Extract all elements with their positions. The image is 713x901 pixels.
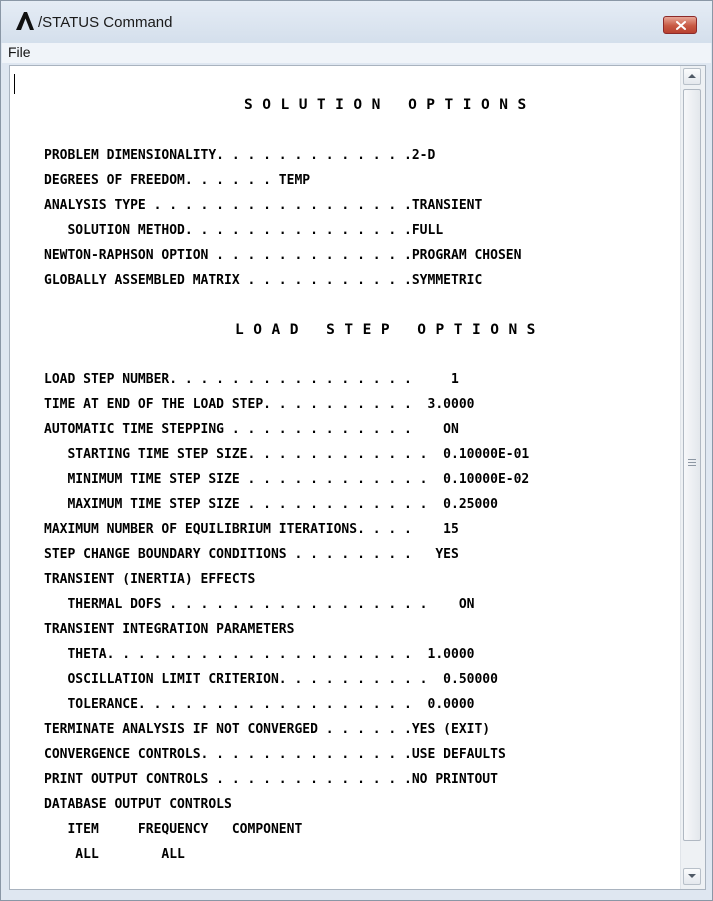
title-bar[interactable] xyxy=(1,1,712,43)
report-line: DEGREES OF FREEDOM. . . . . . TEMP xyxy=(44,173,311,188)
report-line: TIME AT END OF THE LOAD STEP. . . . . . . . . . 3.0000 xyxy=(44,397,475,412)
report-line: GLOBALLY ASSEMBLED MATRIX . . . . . . . . . . .SYMMETRIC xyxy=(44,273,483,288)
report-line: MAXIMUM NUMBER OF EQUILIBRIUM ITERATIONS. . . . 15 xyxy=(44,522,459,537)
scroll-thumb[interactable] xyxy=(683,89,701,841)
report-line: PRINT OUTPUT CONTROLS . . . . . . . . . . . . .NO PRINTOUT xyxy=(44,772,498,787)
thumb-grip-line xyxy=(688,462,696,463)
close-button[interactable] xyxy=(663,16,697,34)
report-line: TRANSIENT (INERTIA) EFFECTS xyxy=(44,572,256,587)
report-line: ITEM FREQUENCY COMPONENT xyxy=(44,822,303,837)
scroll-up-button[interactable] xyxy=(683,68,701,85)
arrow-up-icon xyxy=(688,73,696,79)
thumb-grip-line xyxy=(688,465,696,466)
report-line: DATABASE OUTPUT CONTROLS xyxy=(44,797,232,812)
text-caret xyxy=(14,74,15,94)
status-text-area[interactable] xyxy=(9,65,706,890)
report-line: TERMINATE ANALYSIS IF NOT CONVERGED . . . . . .YES (EXIT) xyxy=(44,722,491,737)
report-line: MINIMUM TIME STEP SIZE . . . . . . . . . . . . 0.10000E-02 xyxy=(44,472,530,487)
close-icon xyxy=(676,21,686,30)
report-line: NEWTON-RAPHSON OPTION . . . . . . . . . . . . .PROGRAM CHOSEN xyxy=(44,248,522,263)
report-line: CONVERGENCE CONTROLS. . . . . . . . . . . . . .USE DEFAULTS xyxy=(44,747,506,762)
report-line: ALL ALL xyxy=(44,847,185,862)
arrow-down-icon xyxy=(688,873,696,879)
window-title: /STATUS Command xyxy=(38,14,173,31)
report-line: MAXIMUM TIME STEP SIZE . . . . . . . . . . . . 0.25000 xyxy=(44,497,498,512)
report-line: ANALYSIS TYPE . . . . . . . . . . . . . . . . .TRANSIENT xyxy=(44,198,483,213)
report-line: LOAD STEP NUMBER. . . . . . . . . . . . . . . . 1 xyxy=(44,372,459,387)
report-line: THETA. . . . . . . . . . . . . . . . . . . . 1.0000 xyxy=(44,647,475,662)
report-line: STARTING TIME STEP SIZE. . . . . . . . . . . . 0.10000E-01 xyxy=(44,447,530,462)
report-line: OSCILLATION LIMIT CRITERION. . . . . . . . . . 0.50000 xyxy=(44,672,498,687)
load-step-options-heading: LOAD STEP OPTIONS xyxy=(235,322,545,338)
solution-options-heading: SOLUTION OPTIONS xyxy=(244,97,536,113)
report-line: TRANSIENT INTEGRATION PARAMETERS xyxy=(44,622,295,637)
menu-bar xyxy=(2,43,711,63)
report-line: THERMAL DOFS . . . . . . . . . . . . . . . . . ON xyxy=(44,597,475,612)
thumb-grip-line xyxy=(688,459,696,460)
menu-file[interactable]: File xyxy=(8,44,31,60)
scroll-down-button[interactable] xyxy=(683,868,701,885)
report-line: AUTOMATIC TIME STEPPING . . . . . . . . . . . . ON xyxy=(44,422,459,437)
report-line: STEP CHANGE BOUNDARY CONDITIONS . . . . . . . . YES xyxy=(44,547,459,562)
report-line: TOLERANCE. . . . . . . . . . . . . . . . . . 0.0000 xyxy=(44,697,475,712)
vertical-scrollbar[interactable] xyxy=(680,66,705,889)
ansys-logo-icon xyxy=(15,11,35,31)
report-line: SOLUTION METHOD. . . . . . . . . . . . . . .FULL xyxy=(44,223,444,238)
report-line: PROBLEM DIMENSIONALITY. . . . . . . . . . . . .2-D xyxy=(44,148,436,163)
